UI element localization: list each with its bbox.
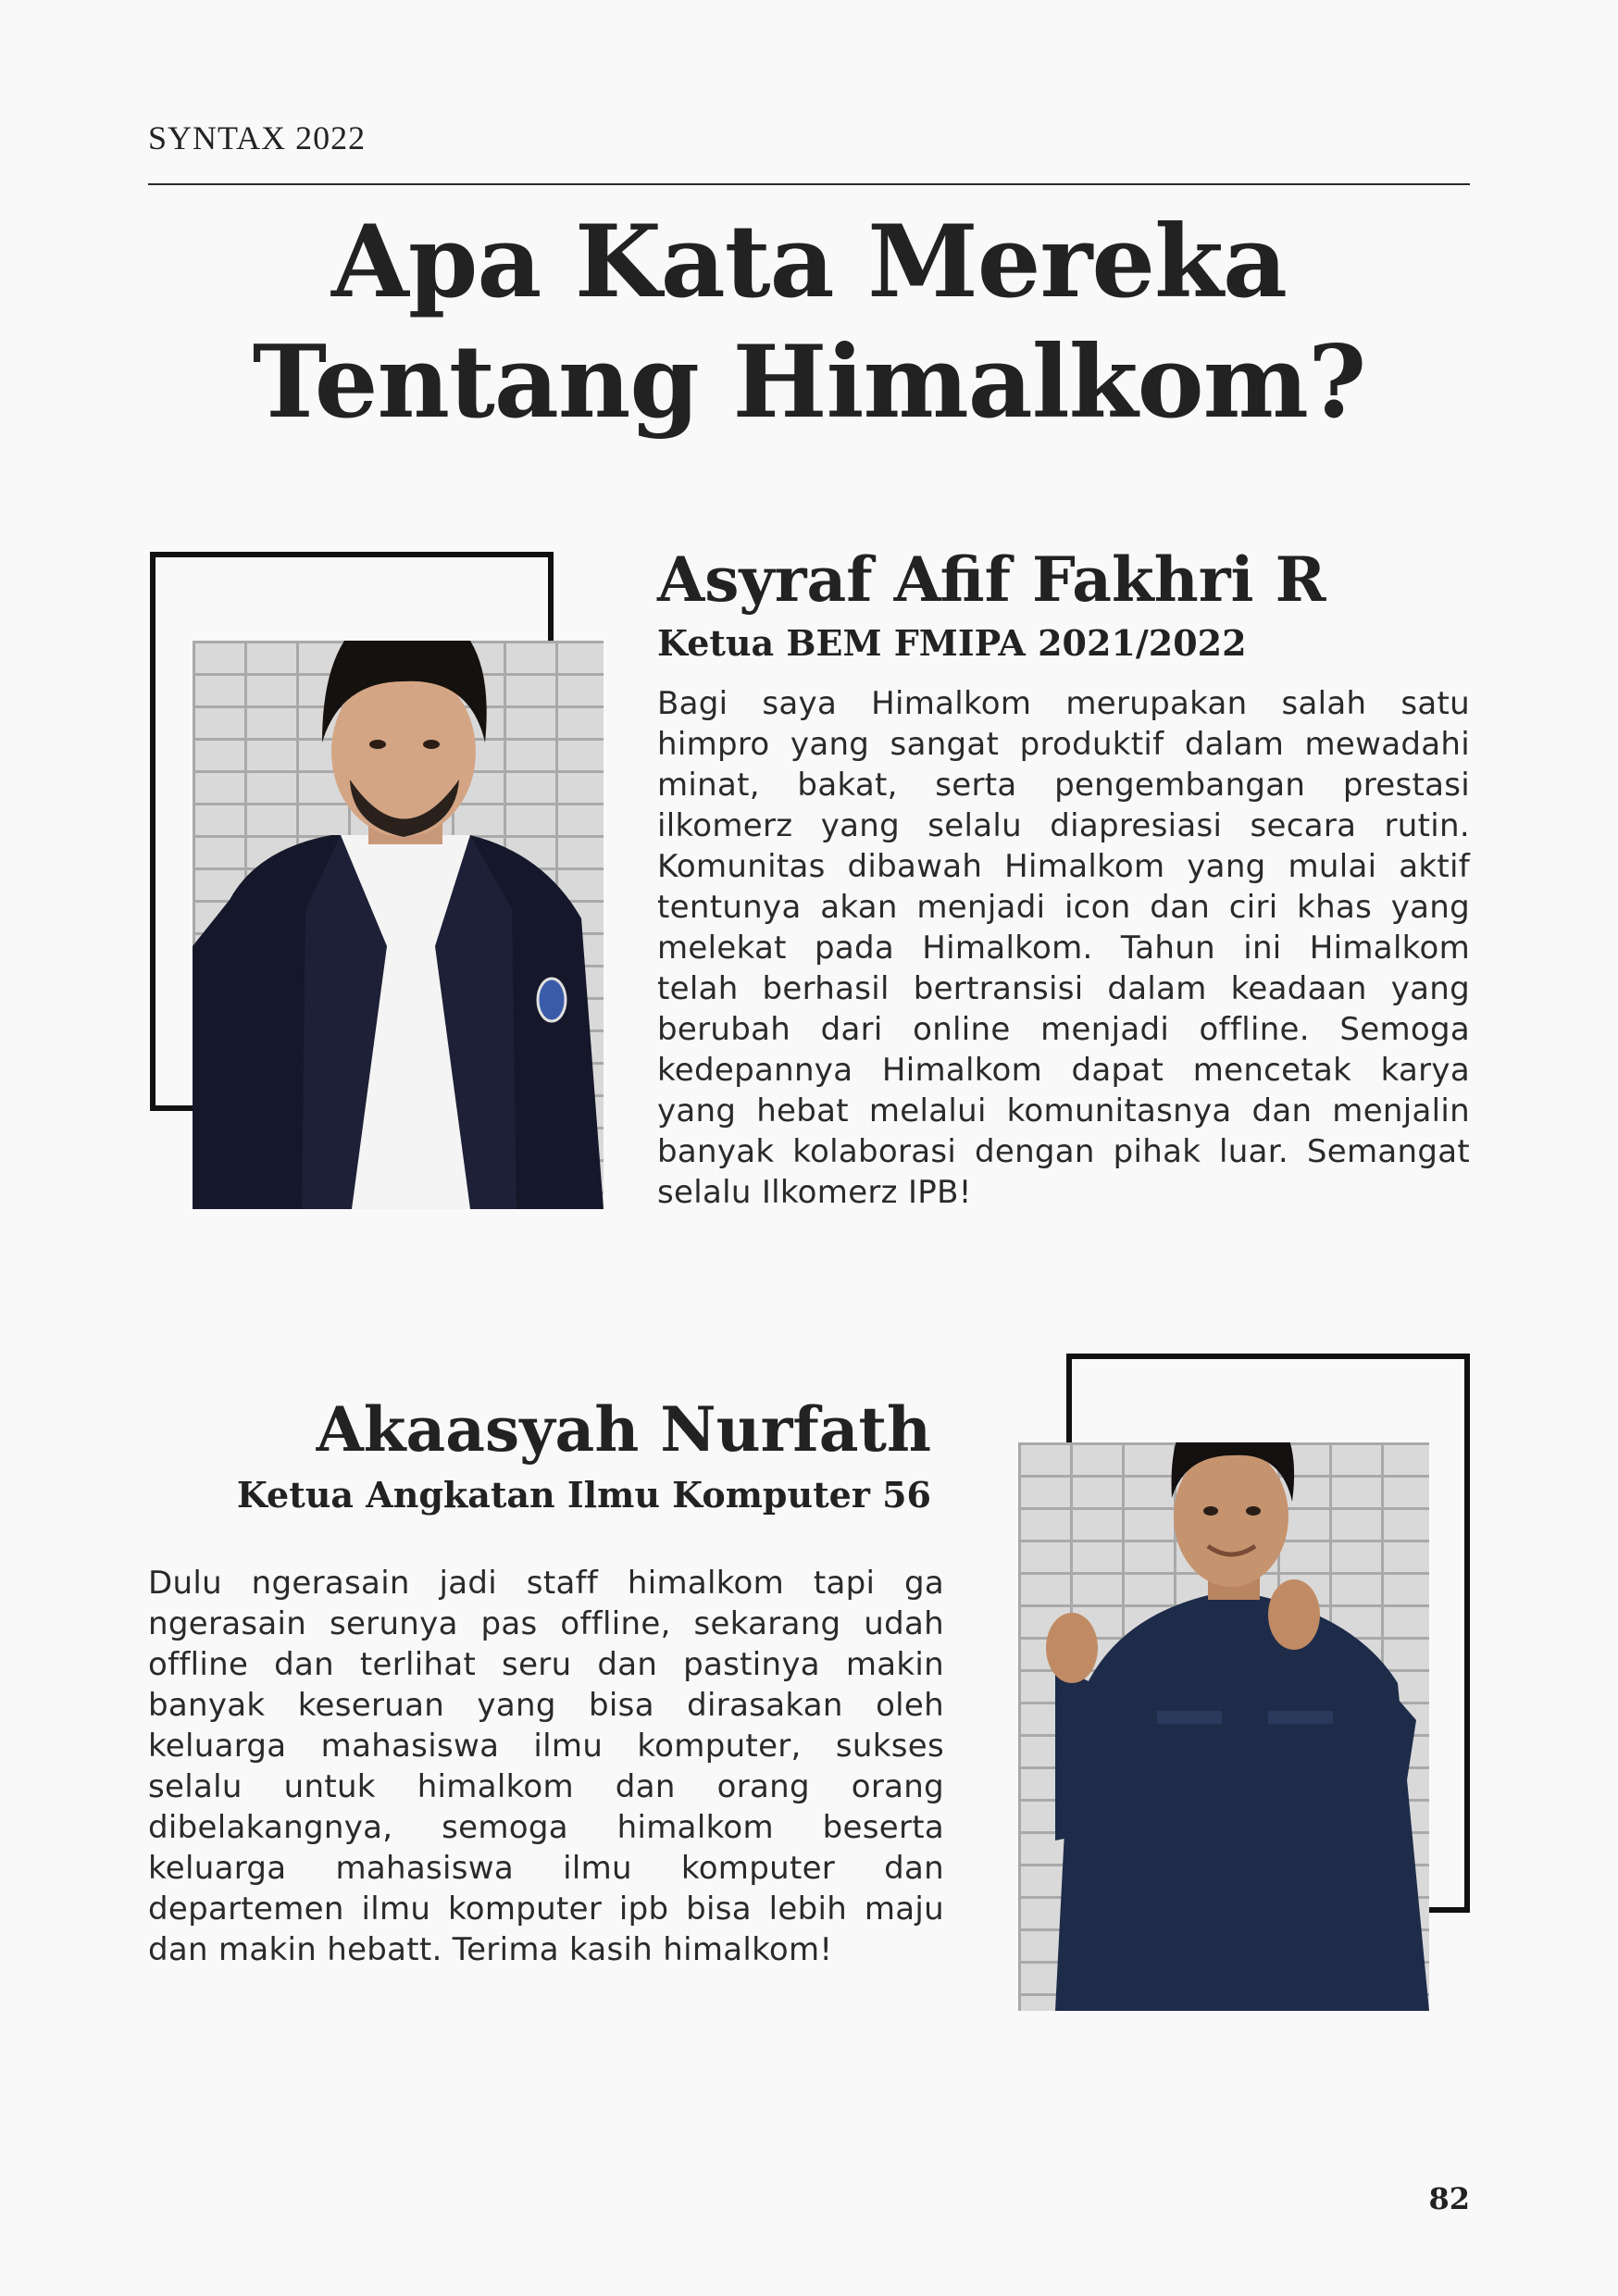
page-number: 82 [1428,2181,1470,2216]
testimonial-name-2: Akaasyah Nurfath [316,1393,931,1466]
header-label: SYNTAX 2022 [148,119,367,156]
portrait-photo-1 [193,641,604,1209]
testimonial-role-1: Ketua BEM FMIPA 2021/2022 [657,622,1247,664]
header-divider [148,183,1470,185]
testimonial-quote-1: Bagi saya Himalkom merupakan salah satu himpro yang sangat produktif dalam mewadahi minat, bakat, serta pengembangan prestasi ilkomerz yang selalu diapresiasi secara rutin. Komunitas dibawah Himalkom yang mulai aktif tentunya akan menjadi icon dan ciri khas yang melekat pada Himalkom. Tahun ini Himalkom telah berhasil bertransisi dalam keadaan yang berubah dari online menjadi offline. Semoga kedepannya Himalkom dapat mencetak karya yang hebat melalui komunitasnya dan menjalin banyak kolaborasi dengan pihak luar. Semangat selalu Ilkomerz IPB! [657,685,1470,1211]
testimonial-quote-2: Dulu ngerasain jadi staff himalkom tapi ga ngerasain serunya pas offline, sekarang udah offline dan terlihat seru dan pastinya makin banyak keseruan yang bisa dirasakan oleh keluarga mahasiswa ilmu komputer, sukses selalu untuk himalkom dan orang orang dibelakangnya, semoga himalkom beserta keluarga mahasiswa ilmu komputer dan departemen ilmu komputer ipb bisa lebih maju dan makin hebatt. Terima kasih himalkom! [148,1565,944,1968]
testimonial-name-1: Asyraf Afif Fakhri R [657,543,1326,616]
page-title: Apa Kata Mereka Tentang Himalkom? [252,204,1366,441]
portrait-photo-2 [1018,1442,1429,2011]
testimonial-role-2: Ketua Angkatan Ilmu Komputer 56 [236,1474,931,1516]
